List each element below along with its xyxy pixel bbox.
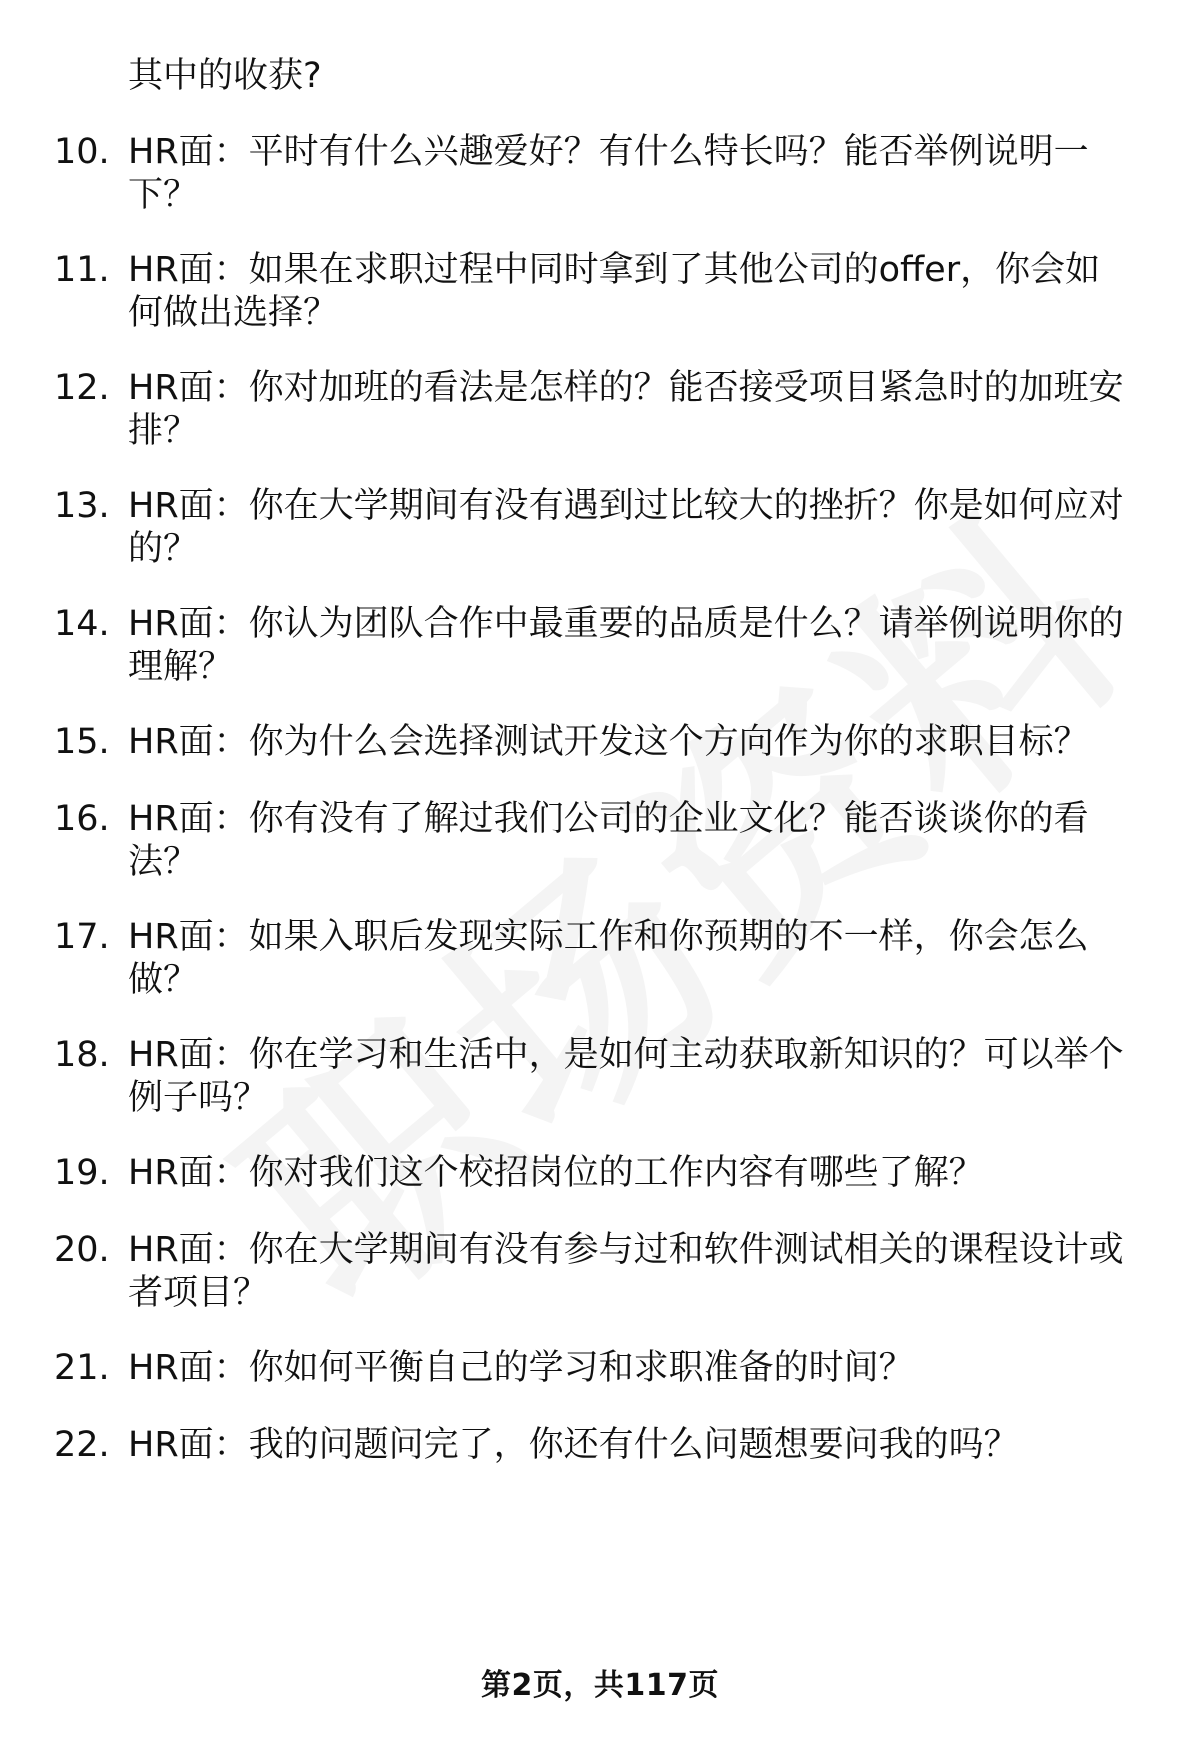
item-number: 17.	[54, 917, 110, 957]
item-text-line1: HR面：你为什么会选择测试开发这个方向作为你的求职目标？	[128, 722, 1089, 762]
item-number: 10.	[54, 132, 110, 172]
item-text-line1: HR面：你在大学期间有没有遇到过比较大的挫折？你是如何应对	[128, 486, 1124, 526]
item-text-line1: HR面：如果在求职过程中同时拿到了其他公司的offer，你会如	[128, 250, 1101, 290]
item-text-line2: 做？	[128, 960, 199, 1000]
item-number: 21.	[54, 1348, 110, 1388]
item-number: 16.	[54, 799, 110, 839]
item-number: 14.	[54, 604, 110, 644]
item-text-line2: 例子吗？	[128, 1078, 269, 1118]
item-number: 20.	[54, 1230, 110, 1270]
item-text-line2: 排？	[128, 411, 199, 451]
item-text-line1: HR面：你在学习和生活中，是如何主动获取新知识的？可以举个	[128, 1035, 1124, 1075]
item-text-line1: HR面：你认为团队合作中最重要的品质是什么？请举例说明你的	[128, 604, 1124, 644]
item-text-line1: HR面：平时有什么兴趣爱好？有什么特长吗？能否举例说明一	[128, 132, 1089, 172]
item-text-line2: 何做出选择？	[128, 293, 339, 333]
item-text-line1: HR面：你对我们这个校招岗位的工作内容有哪些了解？	[128, 1153, 984, 1193]
item-number: 15.	[54, 722, 110, 762]
item-text-line1: HR面：如果入职后发现实际工作和你预期的不一样，你会怎么	[128, 917, 1089, 957]
item-text-line1: HR面：你如何平衡自己的学习和求职准备的时间？	[128, 1348, 914, 1388]
item-text-line1: HR面：你有没有了解过我们公司的企业文化？能否谈谈你的看	[128, 799, 1089, 839]
item-number: 12.	[54, 368, 110, 408]
item-text-line2: 的？	[128, 529, 199, 569]
page-footer: 第2页，共117页	[481, 1668, 719, 1703]
item-text-line1: HR面：你在大学期间有没有参与过和软件测试相关的课程设计或	[128, 1230, 1124, 1270]
item-text-line2: 理解？	[128, 647, 234, 687]
item-text-line2: 下？	[128, 175, 199, 215]
item-number: 22.	[54, 1425, 110, 1465]
item-text-line1: HR面：我的问题问完了，你还有什么问题想要问我的吗？	[128, 1425, 1019, 1465]
item-text-line1: HR面：你对加班的看法是怎样的？能否接受项目紧急时的加班安	[128, 368, 1124, 408]
item-number: 18.	[54, 1035, 110, 1075]
item-text-line2: 法？	[128, 842, 199, 882]
item-number: 19.	[54, 1153, 110, 1193]
item-number: 11.	[54, 250, 110, 290]
intro-continuation-text: 其中的收获?	[128, 56, 322, 96]
item-text-line2: 者项目？	[128, 1273, 269, 1313]
item-number: 13.	[54, 486, 110, 526]
